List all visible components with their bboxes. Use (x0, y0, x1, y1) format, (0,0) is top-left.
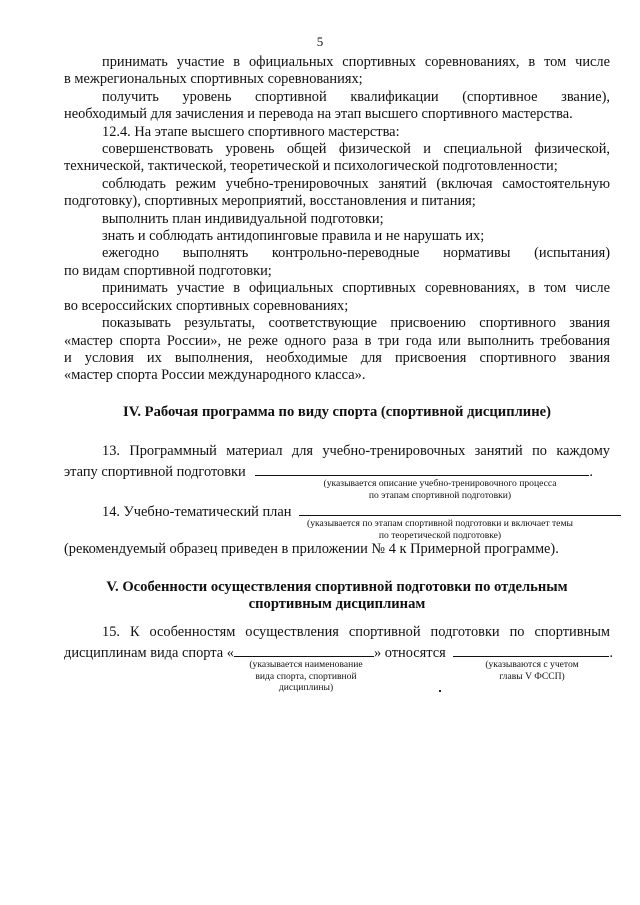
text-line: принимать участие в официальных спортивных соревнованиях, в том числе (102, 54, 610, 70)
p14-note-line: по теоретической подготовке) (378, 529, 502, 541)
p13-note (270, 478, 610, 501)
p13-line1: 13. Программный материал для учебно-тренировочных занятий по каждому (102, 443, 610, 459)
p15-pre: дисциплинам вида спорта « (64, 645, 234, 661)
section-5-heading (64, 579, 610, 614)
text-line: и условия их выполнения, необходимые для присвоения спортивного звания (64, 349, 610, 366)
p14-blank-field (299, 501, 621, 516)
text-line: принимать участие в официальных спортивных соревнованиях, в том числе (102, 280, 610, 297)
text-line: во всероссийских спортивных соревнованиях; (64, 297, 349, 314)
document-body (64, 54, 610, 385)
p14-label: 14. Учебно-тематический план (102, 504, 292, 520)
text-line: ежегодно выполнять контрольно-переводные нормативы (испытания) (102, 245, 610, 262)
text-line: подготовку), спортивных мероприятий, восстановления и питания; (64, 193, 476, 210)
p15-note-line: главы V ФССП) (499, 670, 565, 682)
text-line: совершенствовать уровень общей физической и специальной физической, (102, 141, 610, 158)
page-number: 5 (316, 34, 324, 49)
p15-note-line: вида спорта, спортивной (255, 670, 357, 682)
p15-mid: » относятся (373, 645, 446, 661)
text-line: технической, тактической, теоретической и психологической подготовленности; (64, 158, 558, 175)
text-line: по видам спортивной подготовки; (64, 262, 272, 279)
p15-note-right (462, 659, 602, 682)
p13-period: . (589, 464, 593, 480)
text-line: соблюдать режим учебно-тренировочных занятий (включая самостоятельную (102, 175, 610, 192)
section-5-heading-line: V. Особенности осуществления спортивной подготовки по отдельным (106, 579, 568, 595)
p15-features-blank (453, 642, 609, 657)
p15-sport-blank (234, 642, 374, 657)
p14-after: (рекомендуемый образец приведен в приложении № 4 к Примерной программе). (64, 541, 559, 557)
p13-blank-field (255, 461, 589, 476)
section-5-heading-line: спортивным дисциплинам (248, 596, 426, 613)
section-4-heading: IV. Рабочая программа по виду спорта (спортивной дисциплине) (123, 404, 551, 420)
text-line: 12.4. На этапе высшего спортивного мастерства: (102, 123, 400, 140)
p14-note (270, 518, 610, 541)
text-line: получить уровень спортивной квалификации (спортивное звание), (102, 88, 610, 105)
p14-note-line: (указывается по этапам спортивной подготовки и включает темы (307, 518, 573, 529)
scan-speck (439, 690, 441, 692)
p15-note-left (236, 659, 376, 694)
p15-note-line: (указываются с учетом (485, 659, 579, 670)
text-line: выполнить план индивидуальной подготовки; (102, 210, 384, 227)
p13-note-line: по этапам спортивной подготовки) (368, 489, 512, 501)
p13-label: этапу спортивной подготовки (64, 464, 246, 480)
text-line: «мастер спорта России международного класса». (64, 367, 366, 384)
p13-note-line: (указывается описание учебно-тренировочного процесса (323, 478, 557, 489)
p15-note-line: (указывается наименование (249, 659, 363, 670)
text-line: в межрегиональных спортивных соревнованиях; (64, 71, 363, 88)
text-line: «мастер спорта России», не реже одного раза в три года или выполнить требования (64, 332, 610, 349)
text-line: показывать результаты, соответствующие присвоению спортивного звания (102, 315, 610, 332)
text-line: необходимый для зачисления и перевода на этап высшего спортивного мастерства. (64, 106, 573, 123)
p15-line1: 15. К особенностям осуществления спортивной подготовки по спортивным (102, 624, 610, 640)
p15-period: . (609, 645, 613, 661)
text-line: знать и соблюдать антидопинговые правила и не нарушать их; (102, 228, 485, 245)
p15-note-line: дисциплины) (278, 682, 334, 693)
